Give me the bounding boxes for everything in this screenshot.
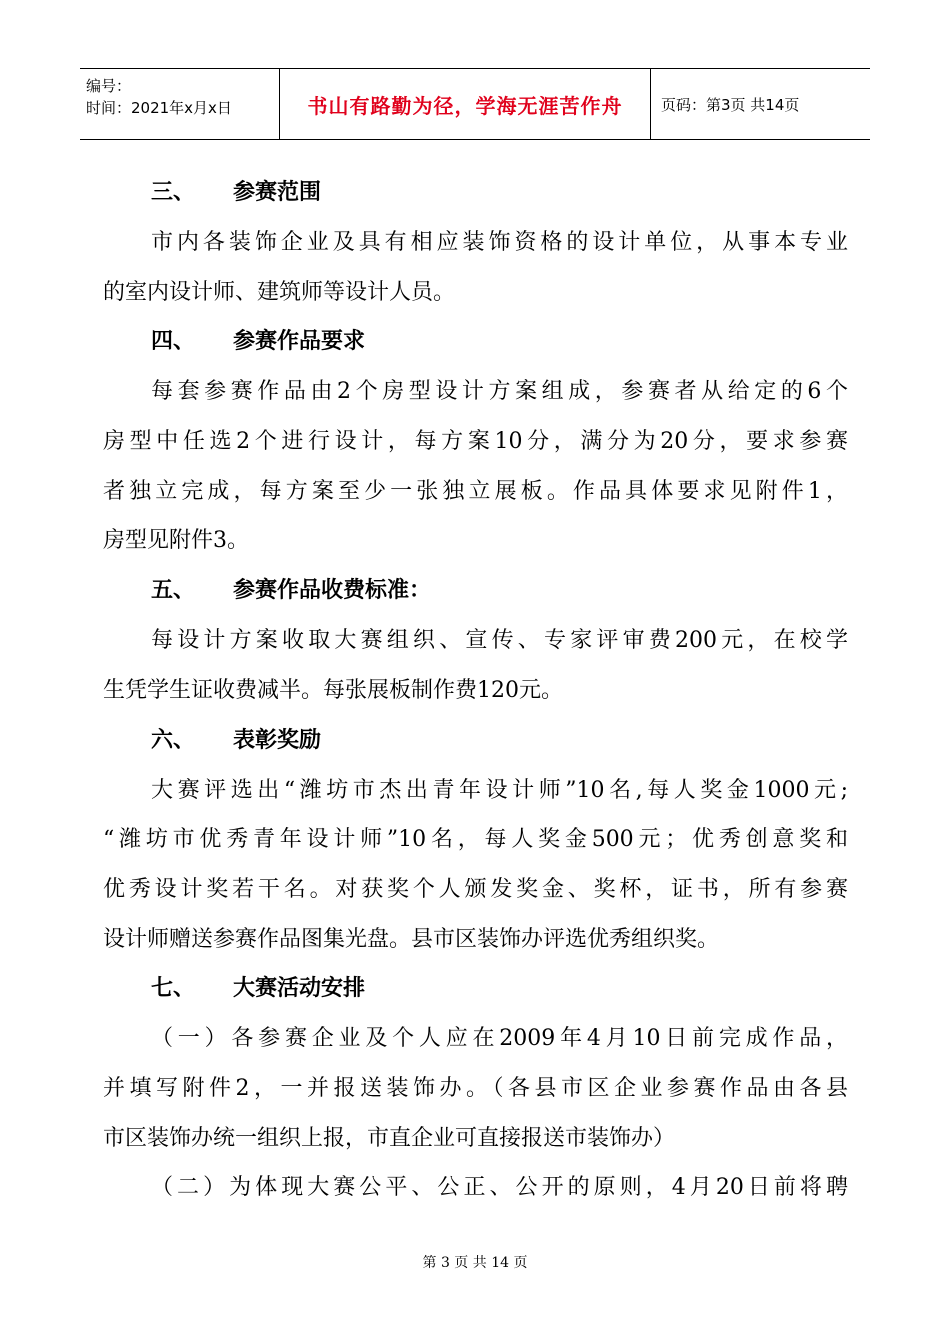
text-line: 者独立完成，每方案至少一张独立展板。作品具体要求见附件1，: [103, 478, 848, 504]
number-label: 编号：: [86, 77, 132, 95]
text-line: 并填写附件2，一并报送装饰办。（各县市区企业参赛作品由各县: [103, 1075, 848, 1101]
section-heading: [103, 566, 848, 616]
section-number: 六、: [151, 727, 196, 753]
text-line: “潍坊市优秀青年设计师”10名，每人奖金500元；优秀创意奖和: [103, 827, 848, 853]
page-footer: 第 3 页 共 14 页: [422, 1255, 528, 1271]
section-title: 参赛作品要求: [233, 329, 366, 355]
section-paragraph: [103, 616, 848, 715]
header-page-info-cell: [651, 69, 870, 139]
section-number: 七、: [151, 976, 196, 1002]
text-line: 市区装饰办统一组织上报，市直企业可直接报送市装饰办）: [103, 1125, 676, 1151]
text-line: 每套参赛作品由2个房型设计方案组成，参赛者从给定的6个: [151, 379, 848, 405]
section-title: 参赛范围: [233, 180, 322, 205]
section-title: 表彰奖励: [233, 727, 322, 753]
section-heading: [103, 716, 848, 766]
section-title: 大赛活动安排: [233, 976, 366, 1002]
document-body: [103, 168, 848, 1213]
text-line: 房型中任选2个进行设计，每方案10分，满分为20分，要求参赛: [103, 429, 848, 455]
section-number: 三、: [151, 180, 196, 205]
section-heading: [103, 168, 848, 218]
section-number: 五、: [151, 578, 196, 604]
page-header: [80, 68, 870, 140]
section-paragraph: [103, 367, 848, 566]
text-line: （二）为体现大赛公平、公正、公开的原则，4月20日前将聘: [151, 1175, 848, 1201]
text-line: 房型见附件3。: [103, 528, 249, 554]
text-line: 的室内设计师、建筑师等设计人员。: [103, 279, 456, 305]
header-page-info: 页码：第3页 共14页: [661, 95, 800, 114]
section-heading: [103, 964, 848, 1014]
header-motto-cell: [280, 69, 651, 139]
section-paragraph: [103, 218, 848, 317]
header-meta: [80, 69, 280, 139]
text-line: 每设计方案收取大赛组织、宣传、专家评审费200元，在校学: [151, 628, 848, 654]
section-heading: [103, 317, 848, 367]
time-label: 时间：2021年x月x日: [86, 99, 232, 117]
text-line: （一）各参赛企业及个人应在2009年4月10日前完成作品，: [151, 1026, 848, 1052]
text-line: 生凭学生证收费减半。每张展板制作费120元。: [103, 677, 563, 703]
text-line: 设计师赠送参赛作品图集光盘。县市区装饰办评选优秀组织奖。: [103, 926, 720, 952]
text-line: 大赛评选出“潍坊市杰出青年设计师”10名,每人奖金1000元;: [151, 777, 848, 803]
section-title: 参赛作品收费标准：: [233, 578, 432, 604]
section-number: 四、: [151, 329, 196, 355]
section-paragraph: [103, 1014, 848, 1213]
header-motto: 书山有路勤为径，学海无涯苦作舟: [307, 93, 623, 118]
text-line: 市内各装饰企业及具有相应装饰资格的设计单位，从事本专业: [151, 230, 848, 255]
text-line: 优秀设计奖若干名。对获奖个人颁发奖金、奖杯，证书，所有参赛: [103, 876, 848, 902]
section-paragraph: [103, 766, 848, 965]
